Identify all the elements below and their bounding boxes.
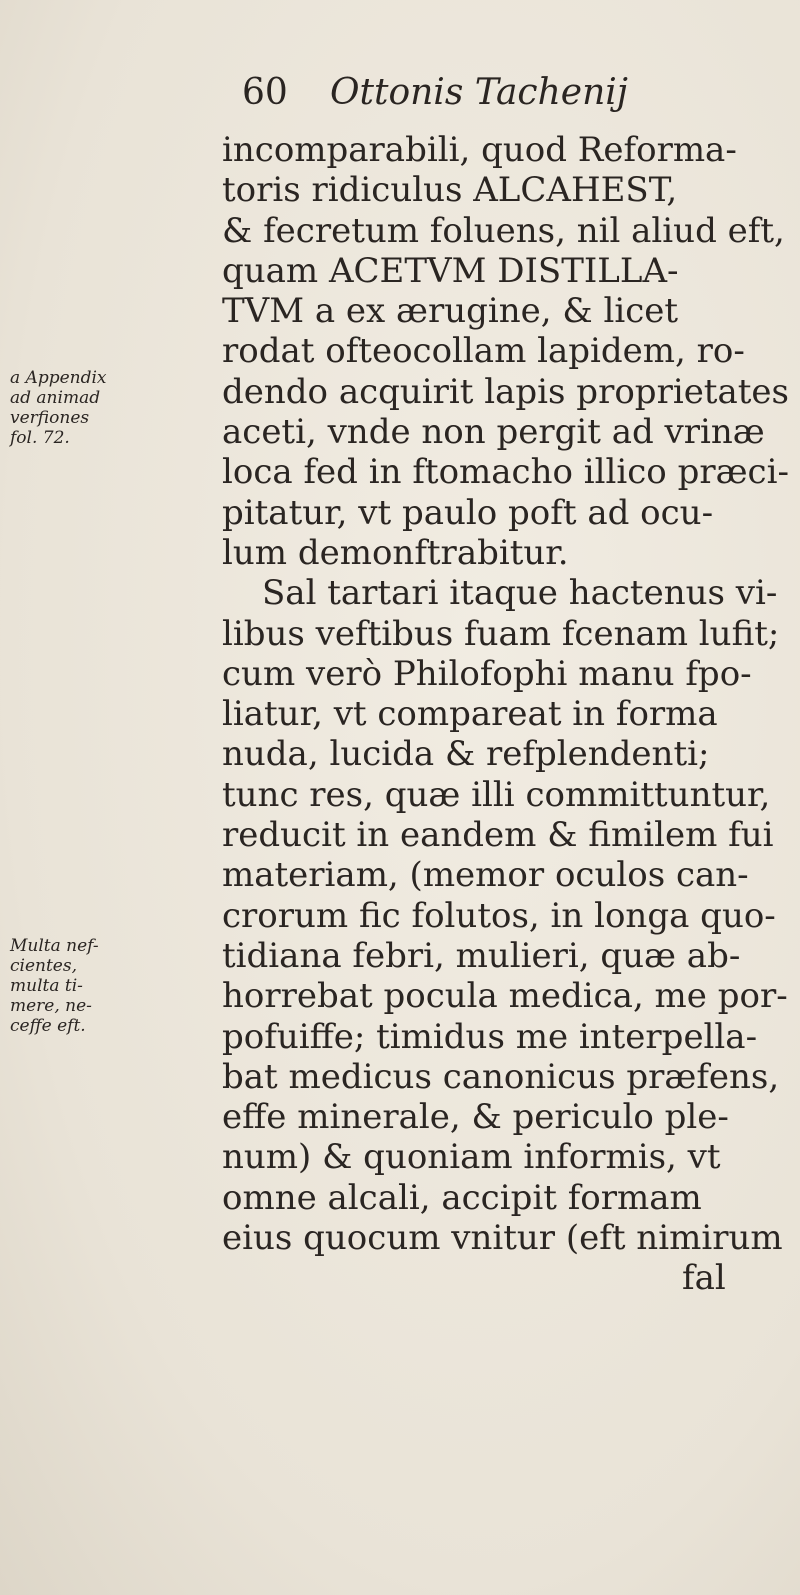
text-line: pofuiffe; timidus me interpella- (222, 1016, 758, 1057)
text-line: aceti, vnde non pergit ad vrinæ (222, 412, 765, 453)
text-line: pitatur, vt paulo poft ad ocu- (222, 492, 714, 533)
text-line: materiam, (memor oculos can- (222, 855, 749, 896)
page-number: 60 (242, 72, 288, 113)
text-line: libus veftibus fuam fcenam lufit; (222, 613, 780, 654)
running-head: Ottonis Tachenij (330, 72, 628, 113)
text-line: lum demonftrabitur. (222, 532, 569, 573)
text-line: tidiana febri, mulieri, quæ ab- (222, 935, 741, 976)
marginal-note-line: Multa nef- (10, 936, 99, 956)
page-header (242, 72, 780, 130)
text-line: toris ridiculus ALCAHEST, (222, 170, 678, 211)
text-line: liatur, vt compareat in forma (222, 694, 718, 735)
marginal-note-line: ceffe eft. (10, 1016, 86, 1036)
text-line: tunc res, quæ illi committuntur, (222, 774, 771, 815)
text-line: rodat ofteocollam lapidem, ro- (222, 331, 745, 372)
text-line: eius quocum vnitur (eft nimirum (222, 1218, 783, 1259)
text-line: loca fed in ftomacho illico præci- (222, 452, 789, 493)
main-text-block (222, 130, 789, 1299)
text-line: omne alcali, accipit formam (222, 1177, 702, 1218)
text-line: TVM a ex ærugine, & licet (222, 291, 679, 332)
marginal-note-line: multa ti- (10, 976, 83, 996)
marginal-note-line: mere, ne- (10, 996, 92, 1016)
marginal-note-line: ad animad (10, 388, 101, 408)
text-line: crorum fic folutos, in longa quo- (222, 895, 776, 936)
text-line: & fecretum foluens, nil aliud eft, (222, 210, 785, 251)
text-line: effe minerale, & periculo ple- (222, 1097, 729, 1138)
marginal-note-line: a Appendix (10, 368, 107, 388)
text-line: reducit in eandem & fimilem fui (222, 815, 774, 856)
text-line: incomparabili, quod Reforma- (222, 130, 737, 170)
text-line: num) & quoniam informis, vt (222, 1137, 721, 1178)
marginal-note-appendix (10, 368, 220, 448)
marginal-note-multa (10, 936, 220, 1036)
text-line: quam ACETVM DISTILLA- (222, 250, 679, 291)
marginal-note-line: verfiones (10, 408, 90, 428)
text-line: bat medicus canonicus præfens, (222, 1056, 780, 1097)
catchword: fal (682, 1258, 726, 1299)
marginal-note-line: cientes, (10, 956, 77, 976)
paragraph-start-line: Sal tartari itaque hactenus vi- (262, 573, 778, 614)
text-line: nuda, lucida & refplendenti; (222, 734, 710, 775)
marginal-note-line: fol. 72. (10, 428, 70, 448)
text-line: horrebat pocula medica, me por- (222, 976, 788, 1017)
text-line: cum verò Philofophi manu fpo- (222, 653, 752, 694)
text-line: dendo acquirit lapis proprietates (222, 371, 789, 412)
